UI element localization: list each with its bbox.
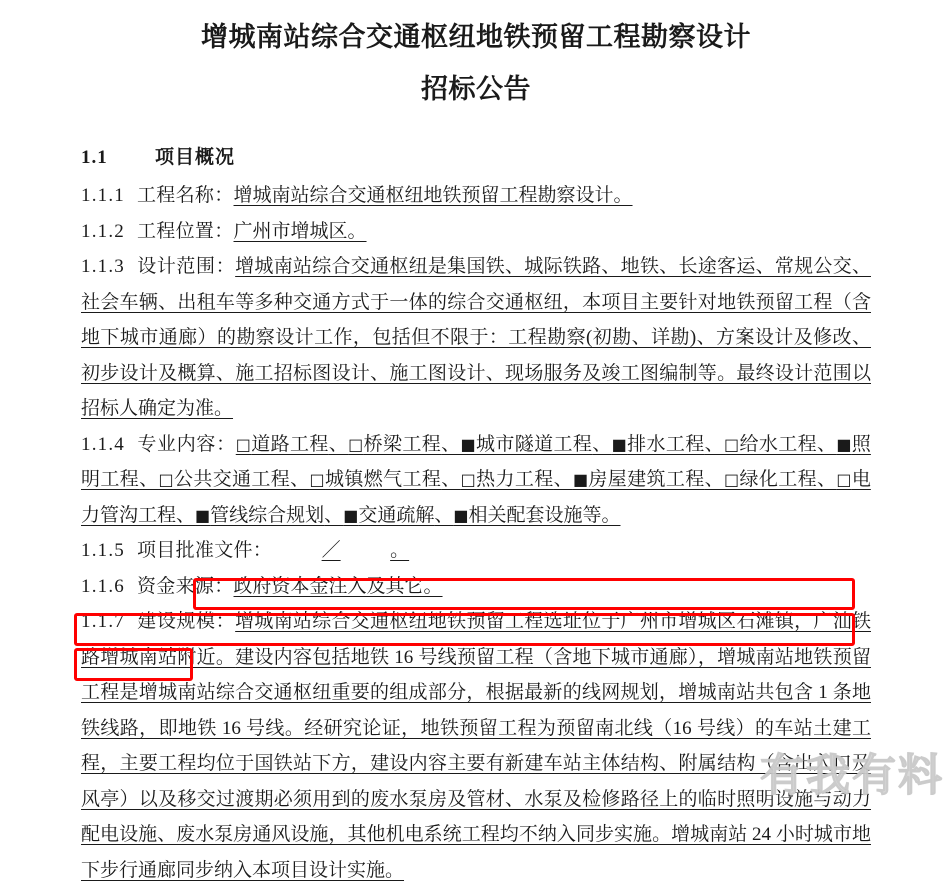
- checkbox-unchecked-icon[interactable]: □: [309, 470, 326, 489]
- checkbox-label: 公共交通工程: [173, 469, 291, 490]
- clause-1-1-6: [81, 569, 871, 605]
- checkbox-unchecked-icon[interactable]: □: [460, 470, 477, 489]
- clause-1-1-2: [81, 214, 871, 250]
- clause-1-1-5: [81, 533, 871, 569]
- checkbox-separator: 。: [601, 504, 621, 526]
- checkbox-checked-icon[interactable]: ■: [460, 434, 476, 454]
- checkbox-label: 给水工程: [739, 433, 817, 455]
- checkbox-label: 房屋建筑工程: [588, 469, 705, 490]
- checkbox-label: 热力工程: [476, 469, 554, 490]
- document-body: [81, 112, 871, 888]
- checkbox-unchecked-icon[interactable]: □: [158, 470, 174, 489]
- checkbox-label: 排水工程: [627, 433, 705, 455]
- section-title: 项目概况: [155, 147, 236, 168]
- checkbox-checked-icon[interactable]: ■: [611, 434, 628, 454]
- section-heading: [81, 140, 871, 176]
- checkbox-checked-icon[interactable]: ■: [195, 505, 211, 525]
- clause-value-part-2: 经研究论证，地铁预留工程为预留南北线（16 号线）的车站土建工程，主要工程均位于国铁站下方，建设内容主要有新建车站主体结构、附属结构（含出入口及风亭）以及移交过渡期必须用到的废水泵房及管材、水泵及检修路径上的临时照明设施与动力配电设施、废水泵房通风设施，其他机电系统工程均不纳入同步实施。增城南站 24 小时城市地下步行通廊同步纳入本项目设计实施。: [81, 717, 871, 881]
- checkbox-separator: 、: [441, 433, 461, 455]
- clause-number: 1.1.7: [81, 611, 125, 632]
- clause-label: 专业内容：: [137, 433, 236, 455]
- clause-label: 工程名称：: [137, 185, 234, 206]
- checkbox-label: 照明工程: [81, 433, 871, 490]
- checkbox-separator: 、: [324, 504, 344, 526]
- clause-number: 1.1.5: [81, 540, 125, 561]
- clause-number: 1.1.2: [81, 220, 125, 242]
- checkbox-separator: 、: [176, 504, 196, 526]
- clause-value: 政府资本金注入及其它。: [233, 575, 443, 597]
- checkbox-label: 道路工程: [251, 433, 329, 455]
- clause-1-1-3: [81, 249, 871, 427]
- checkbox-separator: 、: [290, 469, 310, 490]
- clause-value: 增城南站综合交通枢纽地铁预留工程勘察设计。: [233, 185, 633, 206]
- checkbox-separator: 、: [328, 433, 349, 455]
- clause-value-highlighted: 建设内容包括地铁 16 号线预留工程（含地下城市通廊），增城南站地铁预留工程是增城南站综合交通枢纽重要的组成部分，根据最新的线网规划，增城南站共包含 1 条地铁线路，即地铁 16 号线。: [81, 646, 871, 739]
- checkbox-label: 交通疏解: [358, 504, 435, 526]
- clause-label: 建设规模：: [137, 611, 236, 632]
- checkbox-unchecked-icon[interactable]: □: [235, 434, 252, 454]
- clause-value: 增城南站综合交通枢纽是集国铁、城际铁路、地铁、长途客运、常规公交、社会车辆、出租车等多种交通方式于一体的综合交通枢纽，本项目主要针对地铁预留工程（含地下城市通廊）的勘察设计工作，包括但不限于：工程勘察(初勘、详勘)、方案设计及修改、初步设计及概算、施工招标图设计、施工图设计、现场服务及竣工图编制等。最终设计范围以招标人确定为准。: [81, 256, 871, 419]
- checkbox-separator: 、: [817, 433, 837, 455]
- clause-label: 工程位置：: [137, 220, 234, 242]
- clause-1-1-4: [81, 427, 871, 534]
- checkbox-unchecked-icon[interactable]: □: [836, 470, 852, 489]
- checkbox-label: 电力管沟工程: [81, 469, 871, 526]
- checkbox-separator: 、: [704, 433, 724, 455]
- checkbox-separator: 、: [553, 469, 573, 490]
- checkbox-label: 管线综合规划: [210, 504, 325, 526]
- checkbox-separator: 、: [139, 469, 159, 490]
- checkbox-checked-icon[interactable]: ■: [836, 434, 852, 454]
- checkbox-unchecked-icon[interactable]: □: [724, 434, 740, 454]
- clause-1-1-7: [81, 604, 871, 888]
- checkbox-label: 绿化工程: [739, 469, 817, 490]
- checkbox-separator: 、: [704, 469, 724, 490]
- checkbox-checked-icon[interactable]: ■: [572, 470, 589, 489]
- clause-terminator: 。: [390, 540, 410, 561]
- checkbox-checked-icon[interactable]: ■: [453, 505, 469, 525]
- title-line-1: 增城南站综合交通枢纽地铁预留工程勘察设计: [201, 22, 751, 52]
- watermark: 有我有料: [760, 751, 944, 800]
- checkbox-unchecked-icon[interactable]: □: [348, 434, 364, 454]
- clause-blank-value: ／: [321, 540, 341, 561]
- clause-number: 1.1.6: [81, 575, 125, 597]
- clause-number: 1.1.1: [81, 185, 125, 206]
- checkbox-label: 相关配套设施等: [468, 504, 602, 526]
- checkbox-checked-icon[interactable]: ■: [343, 505, 359, 525]
- section-number: 1.1: [81, 147, 108, 168]
- clause-number: 1.1.3: [81, 256, 125, 277]
- clause-value: 广州市增城区。: [233, 220, 367, 242]
- checkbox-label: 桥梁工程: [363, 433, 442, 455]
- clause-label: 项目批准文件：: [137, 540, 273, 561]
- clause-number: 1.1.4: [81, 433, 125, 455]
- checkbox-label: 城市隧道工程: [476, 433, 593, 455]
- title-line-2: 招标公告: [421, 74, 531, 104]
- checkbox-separator: 、: [592, 433, 612, 455]
- checkbox-label: 城镇燃气工程: [325, 469, 442, 490]
- document-title: [0, 0, 952, 112]
- checkbox-separator: 、: [441, 469, 461, 490]
- checkbox-separator: 、: [434, 504, 454, 526]
- clause-label: 设计范围：: [137, 256, 236, 277]
- checkbox-separator: 、: [816, 469, 837, 490]
- clause-1-1-1: [81, 178, 871, 214]
- clause-value-part-1: 增城南站综合交通枢纽地铁预留工程选址位于广州市增城区石滩镇，广汕铁路增城南站附近。: [81, 611, 871, 668]
- checkbox-unchecked-icon[interactable]: □: [724, 470, 740, 489]
- clause-label: 资金来源：: [137, 575, 234, 597]
